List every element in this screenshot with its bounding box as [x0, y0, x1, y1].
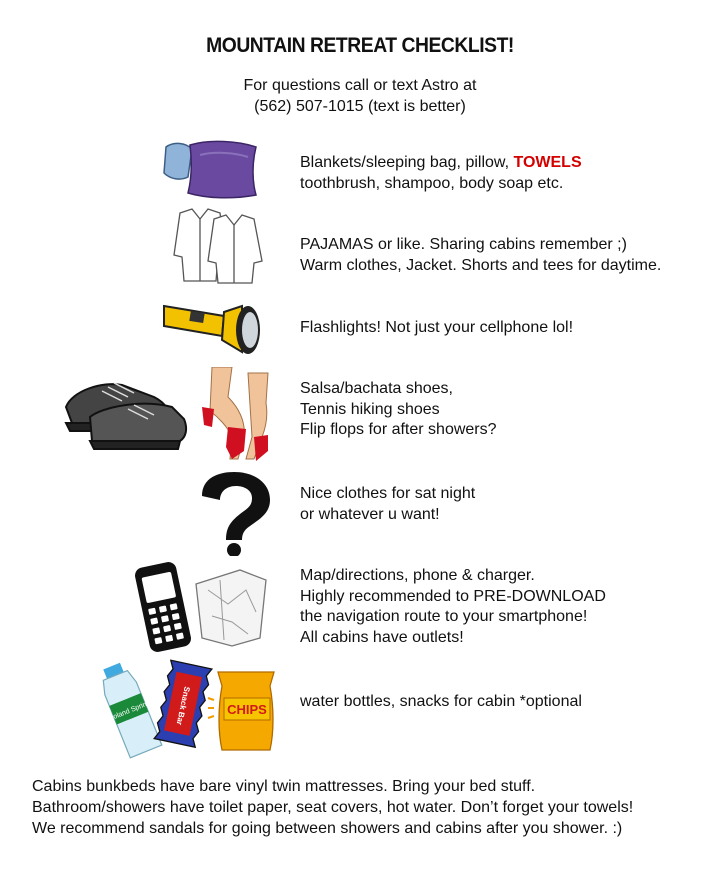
footer-line: We recommend sandals for going between showers and cabins after you shower. :) — [32, 820, 623, 837]
item-line: toothbrush, shampoo, body soap etc. — [300, 174, 564, 192]
item-text — [300, 566, 606, 648]
shoes-icon — [62, 367, 272, 463]
question-mark-icon — [196, 470, 276, 556]
footer-line: Bathroom/showers have toilet paper, seat covers, hot water. Don’t forget your towels! — [32, 799, 634, 816]
checklist-item-snacks — [0, 658, 720, 738]
item-text — [300, 153, 582, 194]
jacket-icon — [162, 205, 272, 285]
checklist-item-flashlight — [0, 290, 720, 370]
item-text — [300, 235, 661, 276]
item-text — [300, 692, 582, 713]
item-text — [300, 484, 475, 525]
item-line: Highly recommended to PRE-DOWNLOAD — [300, 587, 606, 605]
checklist-item-phone — [0, 560, 720, 646]
item-line: water bottles, snacks for cabin *optional — [300, 693, 582, 710]
page-title: MOUNTAIN RETREAT CHECKLIST! — [206, 34, 514, 57]
contact-info — [0, 75, 720, 117]
footer-notes — [32, 776, 633, 839]
flashlight-icon — [160, 294, 272, 360]
checklist-item-nice-clothes — [0, 470, 720, 550]
towels-highlight: TOWELS — [513, 154, 582, 171]
item-line: Warm clothes, Jacket. Shorts and tees for daytime. — [300, 256, 662, 274]
item-text — [300, 318, 573, 339]
footer-line: Cabins bunkbeds have bare vinyl twin mattresses. Bring your bed stuff. — [32, 778, 536, 795]
item-line: Flip flops for after showers? — [300, 421, 497, 438]
checklist-item-clothes — [0, 205, 720, 285]
contact-line: For questions call or text Astro at — [243, 77, 477, 94]
chips-label: CHIPS — [227, 702, 267, 717]
contact-phone: (562) 507-1015 (text is better) — [254, 98, 466, 115]
item-line: PAJAMAS or like. Sharing cabins remember ;) — [300, 236, 627, 253]
item-line: Tennis hiking shoes — [300, 400, 440, 418]
item-line: Nice clothes for sat night — [300, 485, 476, 502]
item-line: Salsa/bachata shoes, — [300, 380, 453, 397]
bottle-label: Poland Spring — [108, 699, 152, 723]
item-line: All cabins have outlets! — [300, 628, 464, 646]
item-line: Flashlights! Not just your cellphone lol! — [300, 319, 574, 336]
item-line: or whatever u want! — [300, 505, 440, 523]
item-text — [300, 379, 497, 441]
snacks-icon — [96, 658, 280, 762]
item-line: the navigation route to your smartphone! — [300, 608, 588, 625]
checklist-item-shoes — [0, 365, 720, 445]
item-line: Blankets/sleeping bag, pillow, — [300, 154, 514, 171]
snack-bar-label: Snack Bar — [174, 685, 192, 726]
item-line: Map/directions, phone & charger. — [300, 567, 535, 584]
checklist-item-bedding — [0, 135, 720, 215]
phone-map-icon — [128, 560, 274, 658]
pillow-icon — [160, 137, 260, 201]
